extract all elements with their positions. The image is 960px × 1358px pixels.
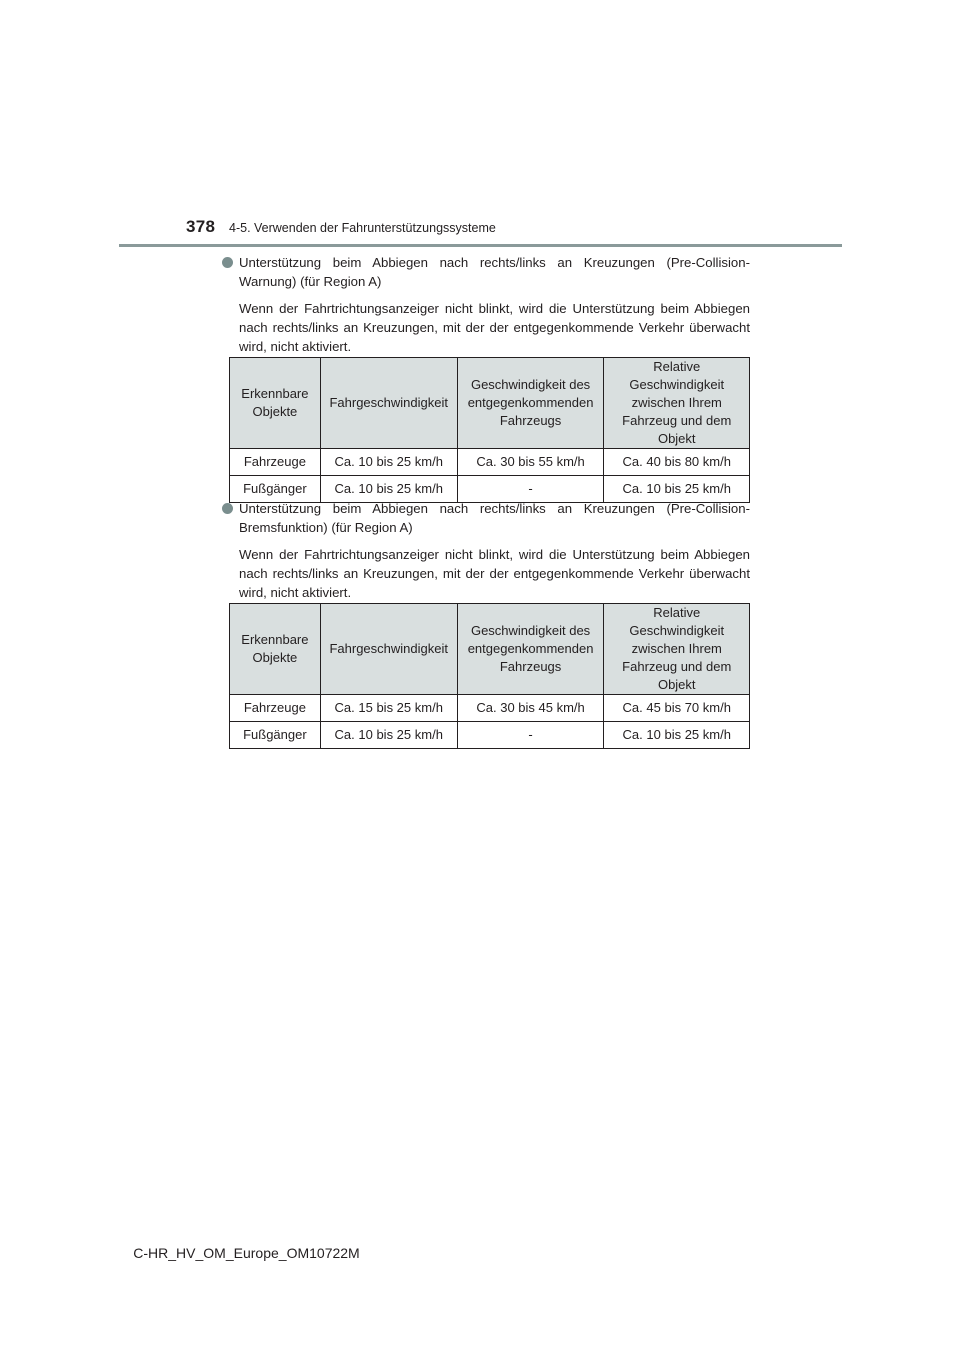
section-1 — [222, 253, 750, 356]
table-header-cell: Erkennbare Objekte — [230, 604, 321, 695]
table-header-row — [230, 604, 750, 695]
section-1-heading: Unterstützung beim Abbiegen nach rechts/links an Kreuzungen (Pre-Collision-Warnung) (für Region A) — [239, 255, 750, 289]
table-header-cell: Erkennbare Objekte — [230, 358, 321, 449]
table-header-cell: Geschwindigkeit des entgegenkommenden Fahrzeugs — [457, 358, 604, 449]
table-header-cell: Fahrgeschwindigkeit — [320, 358, 457, 449]
section-2-note: Wenn der Fahrtrichtungsanzeiger nicht blinkt, wird die Unterstützung beim Abbiegen nach rechts/links an Kreuzungen, mit der der entgegenkommende Verkehr überwacht wird, nicht aktiviert. — [239, 547, 750, 600]
table-cell: Ca. 15 bis 25 km/h — [320, 695, 457, 722]
table-header-cell: Relative Geschwindigkeit zwischen Ihrem Fahrzeug und dem Objekt — [604, 604, 750, 695]
table-cell: - — [457, 722, 604, 749]
page-number: 378 — [186, 217, 216, 236]
section-2-heading: Unterstützung beim Abbiegen nach rechts/links an Kreuzungen (Pre-Collision-Bremsfunktion) (für Region A) — [239, 501, 750, 535]
section-1-note: Wenn der Fahrtrichtungsanzeiger nicht blinkt, wird die Unterstützung beim Abbiegen nach rechts/links an Kreuzungen, mit der der entgegenkommende Verkehr überwacht wird, nicht aktiviert. — [239, 301, 750, 354]
section-title: 4-5. Verwenden der Fahrunterstützungssysteme — [229, 221, 496, 235]
table-cell: Ca. 30 bis 55 km/h — [457, 449, 604, 476]
table-cell: Ca. 40 bis 80 km/h — [604, 449, 750, 476]
table-cell: - — [457, 476, 604, 503]
header-divider — [119, 244, 842, 247]
table-header-cell: Fahrgeschwindigkeit — [320, 604, 457, 695]
section-1-table — [229, 357, 750, 503]
bullet-icon — [222, 257, 233, 268]
table-cell: Ca. 10 bis 25 km/h — [320, 449, 457, 476]
table-cell: Fahrzeuge — [230, 449, 321, 476]
table-cell: Ca. 10 bis 25 km/h — [604, 722, 750, 749]
table-header-cell: Geschwindigkeit des entgegenkommenden Fahrzeugs — [457, 604, 604, 695]
table-row — [230, 722, 750, 749]
bullet-icon — [222, 503, 233, 514]
table-cell: Fußgänger — [230, 722, 321, 749]
table-cell: Ca. 10 bis 25 km/h — [320, 722, 457, 749]
table-cell: Ca. 10 bis 25 km/h — [604, 476, 750, 503]
footer-document-id: C-HR_HV_OM_Europe_OM10722M — [133, 1245, 360, 1261]
table-row — [230, 695, 750, 722]
section-2-table — [229, 603, 750, 749]
table-cell: Ca. 45 bis 70 km/h — [604, 695, 750, 722]
table-cell: Ca. 30 bis 45 km/h — [457, 695, 604, 722]
table-cell: Fahrzeuge — [230, 695, 321, 722]
table-header-row — [230, 358, 750, 449]
table-header-cell: Relative Geschwindigkeit zwischen Ihrem Fahrzeug und dem Objekt — [604, 358, 750, 449]
section-2 — [222, 499, 750, 602]
table-cell: Ca. 10 bis 25 km/h — [320, 476, 457, 503]
table-row — [230, 449, 750, 476]
table-cell: Fußgänger — [230, 476, 321, 503]
